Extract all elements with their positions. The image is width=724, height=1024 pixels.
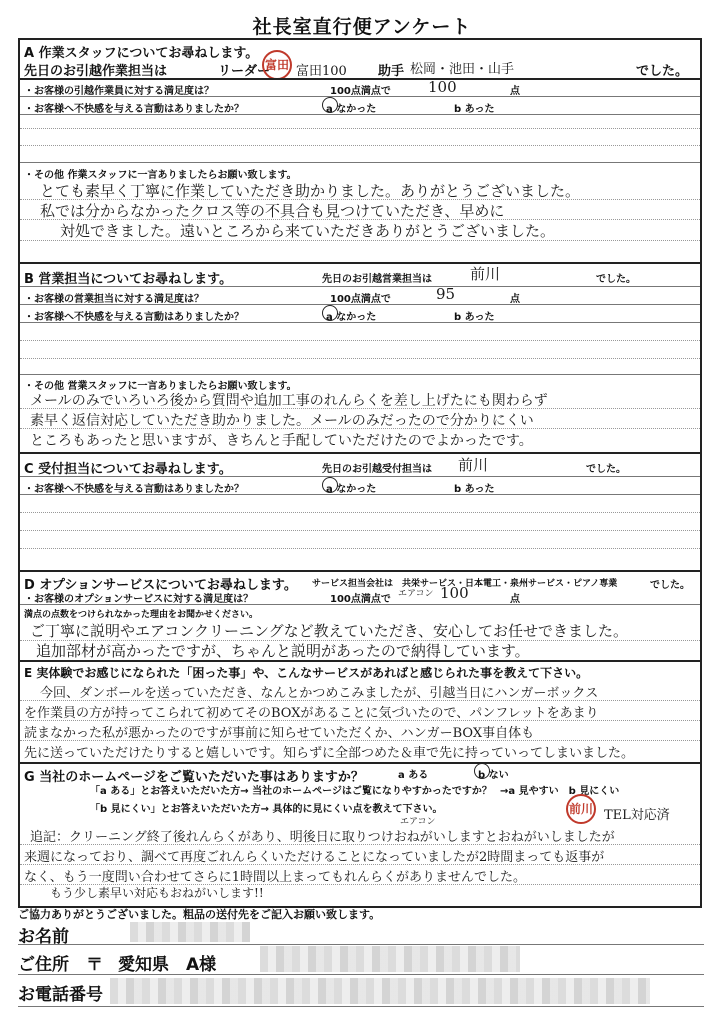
section-a-q2: ・お客様へ不快感を与える言動はありましたか？	[24, 104, 244, 115]
section-c-staff-hand: 前川	[458, 456, 489, 474]
section-b-q2: ・お客様へ不快感を与える言動はありましたか？	[24, 312, 244, 323]
blank-line	[20, 720, 700, 721]
divider	[20, 304, 700, 305]
section-a-comment-line: 対処できました。遠いところから来ていただきありがとうございました。	[60, 222, 556, 240]
divider	[20, 494, 700, 495]
phone-redaction	[110, 978, 650, 1004]
divider	[20, 452, 700, 454]
leader-seal-stamp	[262, 50, 292, 80]
section-c-opt-b: b あった	[454, 484, 495, 495]
receptionist-seal-stamp	[566, 794, 596, 824]
section-d-q1: ・お客様のオプションサービスに対する満足度は？	[24, 594, 254, 605]
leader-name-hand: 富田100	[296, 64, 347, 79]
section-g-opt-a: a ある	[398, 770, 429, 781]
divider	[18, 974, 704, 975]
blank-line	[20, 219, 700, 220]
blank-line	[20, 145, 700, 146]
blank-line	[20, 340, 700, 341]
blank-line	[20, 428, 700, 429]
blank-line	[20, 884, 700, 885]
divider	[20, 262, 700, 264]
section-a-opt-b: b あった	[454, 104, 495, 115]
blank-line	[20, 358, 700, 359]
section-b-comment-line: 素早く返信対応していただき助かりました。メールのみだったので分かりにくい	[30, 413, 534, 429]
section-a-q3: ・その他 作業スタッフに一言ありましたらお願い致します。	[24, 170, 297, 181]
section-c-q2: ・お客様へ不快感を与える言動はありましたか？	[24, 484, 244, 495]
address-value: 愛知県 A様	[118, 955, 217, 975]
section-g-follow1: 「a ある」とお答えいただいた方→ 当社のホームページはご覧になりやすかったですか？	[90, 786, 492, 797]
section-b-comment-line: メールのみでいろいろ後から質問や追加工事のれんらくを差し上げたにも関わらず	[30, 393, 548, 409]
blank-line	[20, 128, 700, 129]
blank-line	[20, 700, 700, 701]
section-b-deshita: でした。	[596, 274, 636, 285]
section-c-staff-label: 先日のお引越受付担当は	[322, 464, 432, 475]
section-g-aircon-note: エアコン	[400, 817, 436, 827]
section-a-comment-line: とても素早く丁寧に作業していただき助かりました。ありがとうございました。	[40, 182, 581, 200]
section-g-heading: G 当社のホームページをご覧いただいた事はありますか？	[24, 770, 364, 785]
section-b-q3: ・その他 営業スタッフに一言ありましたらお願い致します。	[24, 381, 297, 392]
section-a-q1: ・お客様の引越作業員に対する満足度は？	[24, 86, 214, 97]
section-d-comment-line: 追加部材が高かったですが、ちゃんと説明があったので納得しています。	[36, 642, 530, 660]
divider	[20, 762, 700, 764]
section-b-comment-line: ところもあったと思いますが、きちんと手配していただけたのでよかったです。	[30, 433, 533, 449]
section-d-deshita: でした。	[650, 580, 690, 591]
section-a-staff-label: 先日のお引越作業担当は	[24, 64, 168, 79]
section-c-deshita: でした。	[586, 464, 626, 475]
section-g-opt-b: b ない	[478, 770, 509, 781]
divider	[18, 944, 704, 945]
name-redaction	[130, 922, 250, 942]
assistant-label: 助手	[378, 64, 405, 79]
section-d-aircon-note: エアコン	[398, 589, 434, 599]
divider	[20, 660, 700, 662]
section-a-deshita: でした。	[636, 64, 689, 79]
phone-label: お電話番号	[18, 985, 103, 1005]
section-a-comment-line: 私では分からなかったクロス等の不具合も見つけていただき、早めに	[40, 202, 505, 220]
section-g-comment-line: もう少し素早い対応もおねがいします!!	[50, 886, 264, 900]
thanks-text: ご協力ありがとうございました。粗品の送付先をご記入お願い致します。	[18, 908, 381, 921]
section-e-comment-line: を作業員の方が持ってこられて初めてそのBOXがあることに気づいたので、パンフレットをあまり	[24, 706, 599, 721]
leader-seal-text: 富田	[264, 58, 289, 72]
divider	[20, 476, 700, 477]
section-d-unit: 点	[510, 594, 520, 605]
blank-line	[20, 512, 700, 513]
divider	[18, 1006, 704, 1007]
divider	[20, 374, 700, 375]
address-label: ご住所	[18, 955, 69, 975]
blank-line	[20, 740, 700, 741]
blank-line	[20, 199, 700, 200]
section-b-q1: ・お客様の営業担当に対する満足度は？	[24, 294, 204, 305]
receptionist-seal-text: 前川	[568, 802, 593, 816]
section-g-comment-line: 来週になっており、調べて再度ごれんらくいただけることになっていましたが2時間まっても返事が	[24, 850, 605, 865]
assistant-names-hand: 松岡・池田・山手	[410, 62, 515, 77]
divider	[20, 96, 700, 97]
divider	[20, 78, 700, 80]
section-b-score: 95	[436, 285, 456, 303]
section-d-score: 100	[440, 584, 469, 602]
section-d-q1-scale: 100点満点で	[330, 594, 391, 605]
blank-line	[20, 640, 700, 641]
section-a-q1-scale: 100点満点で	[330, 86, 391, 97]
divider	[20, 162, 700, 163]
page-title: 社長室直行便アンケート	[252, 16, 472, 38]
section-d-q2: 満点の点数をつけられなかった理由をお聞かせください。	[24, 610, 259, 620]
section-c-opt-a: a なかった	[326, 484, 377, 495]
divider	[20, 604, 700, 605]
section-d-comment-line: ご丁寧に説明やエアコンクリーニングなど教えていただき、安心してお任せできました。	[30, 622, 629, 640]
divider	[20, 570, 700, 572]
section-a-opt-a: a なかった	[326, 104, 377, 115]
name-label: お名前	[18, 927, 69, 947]
section-a-heading: A 作業スタッフについてお尋ねします。	[24, 46, 259, 61]
divider	[20, 322, 700, 323]
section-e-comment-line: 先に送っていただけたりすると嬉しいです。知らずに全部つめた＆車で先に持っていってしまいました。	[24, 746, 634, 761]
section-e-comment-line: 今回、ダンボールを送っていただき、なんとかつめこみましたが、引越当日にハンガーボックス	[40, 686, 599, 701]
section-b-heading: B 営業担当についてお尋ねします。	[24, 272, 233, 287]
blank-line	[20, 408, 700, 409]
section-e-comment-line: 読まなかった私が悪かったのですが事前に知らせていただくか、ハンガーBOX事自体も	[24, 726, 535, 741]
section-a-score: 100	[428, 78, 457, 96]
section-c-heading: C 受付担当についてお尋ねします。	[24, 462, 232, 477]
section-d-heading: D オプションサービスについてお尋ねします。	[24, 578, 297, 593]
blank-line	[20, 240, 700, 241]
blank-line	[20, 548, 700, 549]
postal-mark: 〒	[86, 955, 103, 975]
section-d-services: サービス担当会社は 共栄サービス・日本電工・泉州サービス・ピアノ専業	[312, 579, 618, 589]
section-b-opt-b: b あった	[454, 312, 495, 323]
section-g-follow1-opts: →a 見やすい b 見にくい	[500, 786, 620, 797]
address-redaction	[260, 946, 520, 972]
section-a-unit: 点	[510, 86, 520, 97]
section-b-q1-scale: 100点満点で	[330, 294, 391, 305]
section-g-comment-line: なく、もう一度問い合わせてさらに1時間以上まってもれんらくがありませんでした。	[24, 870, 527, 885]
blank-line	[20, 864, 700, 865]
blank-line	[20, 844, 700, 845]
section-b-staff-hand: 前川	[470, 265, 501, 283]
section-b-unit: 点	[510, 294, 520, 305]
tel-handled-note: TEL対応済	[604, 808, 670, 823]
section-e-heading: E 実体験でお感じになられた「困った事」や、こんなサービスがあればと感じられた事を教えて下さい。	[24, 666, 589, 680]
section-g-follow2: 「b 見にくい」とお答えいただいた方→ 具体的に見にくい点を教えて下さい。	[90, 804, 443, 815]
section-b-opt-a: a なかった	[326, 312, 377, 323]
section-b-staff-label: 先日のお引越営業担当は	[322, 274, 432, 285]
leader-label: リーダー	[218, 64, 271, 79]
divider	[20, 114, 700, 115]
section-g-comment-line: 追記：クリーニング終了後れんらくがあり、明後日に取りつけおねがいしますとおねがいしましたが	[30, 830, 615, 845]
divider	[20, 286, 700, 287]
blank-line	[20, 530, 700, 531]
